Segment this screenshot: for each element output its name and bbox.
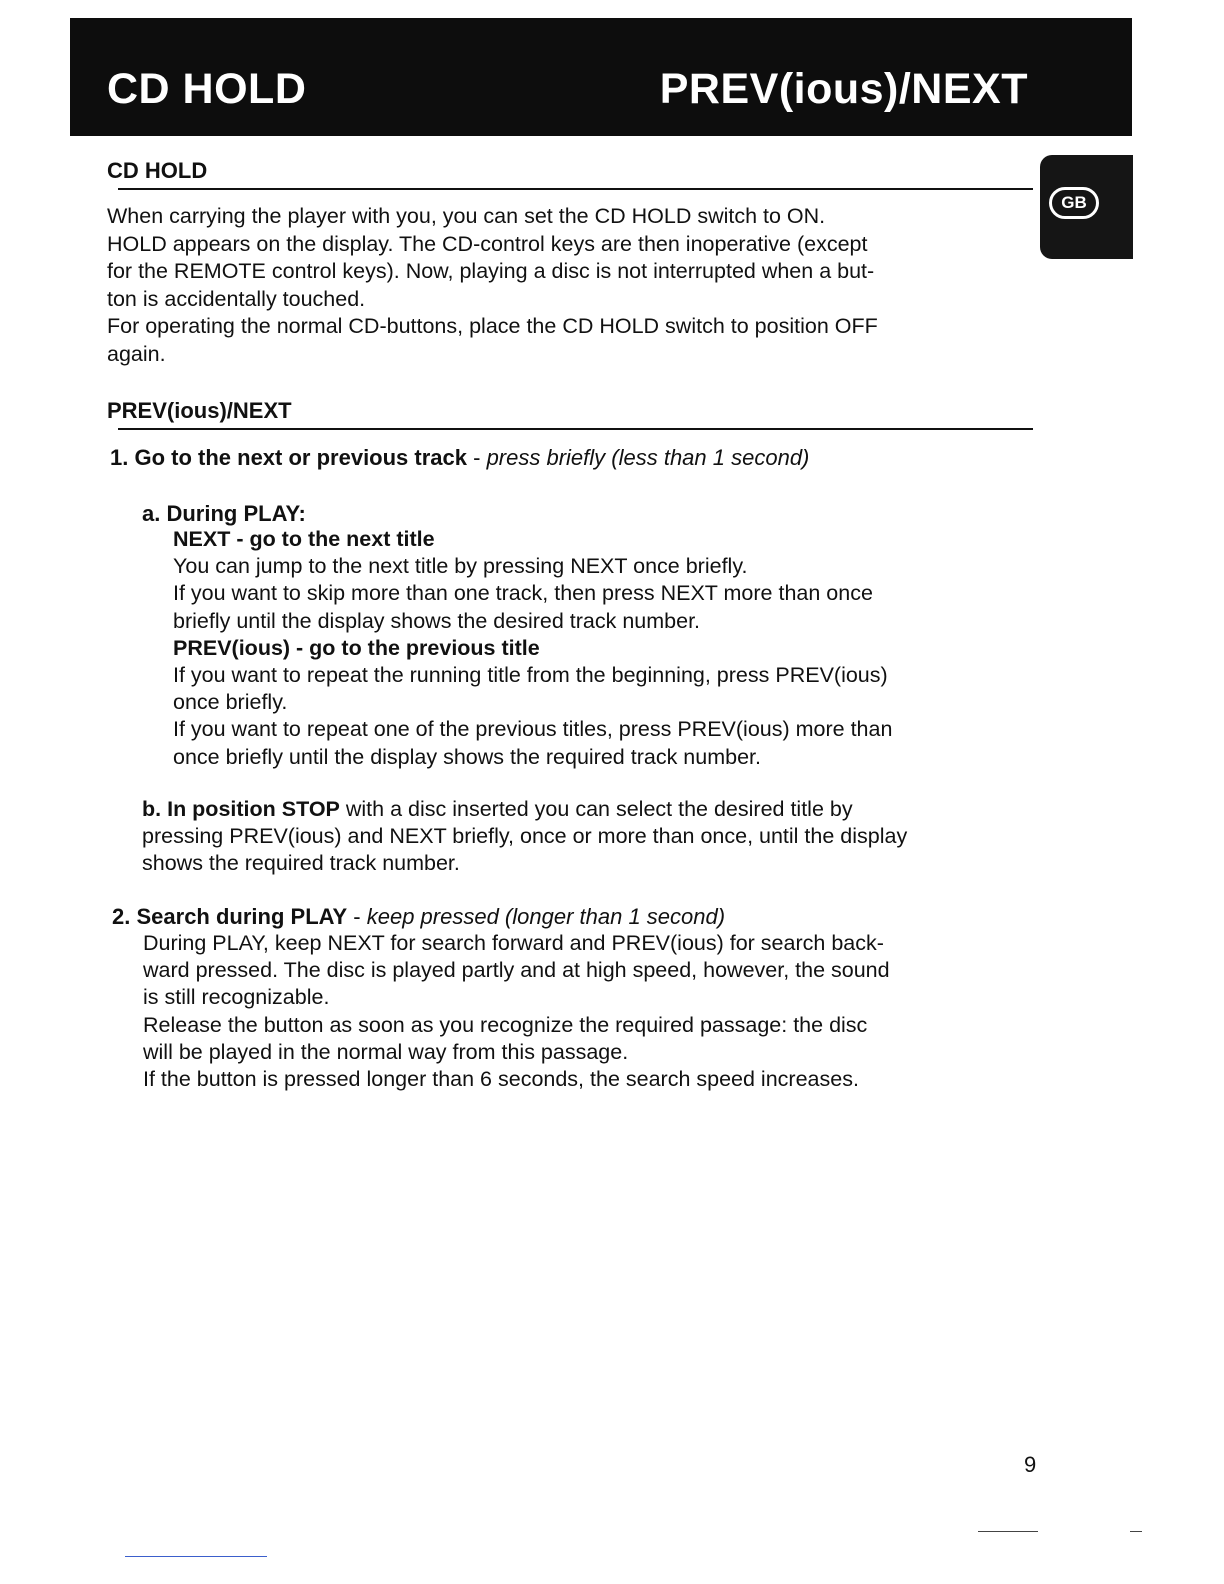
text-line: When carrying the player with you, you can set the CD HOLD switch to ON. bbox=[107, 204, 826, 228]
page-number: 9 bbox=[1024, 1452, 1037, 1477]
text-line: briefly until the display shows the desired track number. bbox=[173, 608, 701, 633]
text-line: If you want to repeat the running title from the beginning, press PREV(ious) bbox=[173, 663, 888, 688]
text-line: You can jump to the next title by pressing NEXT once briefly. bbox=[173, 554, 748, 579]
section-divider bbox=[118, 188, 1033, 190]
header-title-right: PREV(ious)/NEXT bbox=[659, 65, 1028, 113]
substep-title: In position STOP bbox=[167, 797, 340, 821]
next-subheading: NEXT - go to the next title bbox=[173, 527, 435, 551]
text-line: shows the required track number. bbox=[142, 851, 460, 876]
text-line: once briefly until the display shows the required track number. bbox=[173, 744, 761, 769]
substep-label: b. bbox=[142, 797, 162, 821]
section-divider bbox=[118, 428, 1033, 430]
separator: - bbox=[347, 904, 367, 929]
substep-title: During PLAY: bbox=[166, 501, 306, 526]
text-line: once briefly. bbox=[173, 690, 288, 715]
text-line: For operating the normal CD-buttons, place the CD HOLD switch to position OFF bbox=[107, 314, 878, 339]
page-header bbox=[70, 18, 1132, 136]
text-line: If the button is pressed longer than 6 seconds, the search speed increases. bbox=[143, 1067, 859, 1092]
text-line: is still recognizable. bbox=[143, 985, 330, 1010]
step-1a-heading bbox=[142, 500, 306, 527]
step-1-heading bbox=[110, 444, 809, 471]
step-1b-body bbox=[142, 796, 907, 878]
separator: - bbox=[467, 445, 487, 470]
text-line: ton is accidentally touched. bbox=[107, 286, 366, 311]
scan-artifact-line bbox=[125, 1556, 267, 1557]
text-line bbox=[142, 796, 907, 823]
step-title: Go to the next or previous track bbox=[134, 445, 467, 470]
step-title: Search during PLAY bbox=[136, 904, 348, 929]
step-note: press briefly (less than 1 second) bbox=[486, 445, 810, 470]
text-line: pressing PREV(ious) and NEXT briefly, once or more than once, until the display bbox=[142, 824, 908, 849]
prev-subheading: PREV(ious) - go to the previous title bbox=[173, 635, 540, 660]
text-line: for the REMOTE control keys). Now, playing a disc is not interrupted when a but- bbox=[107, 259, 875, 284]
step-2-body bbox=[143, 930, 890, 1093]
section-title-prev-next: PREV(ious)/NEXT bbox=[107, 398, 292, 423]
text-line: will be played in the normal way from this passage. bbox=[143, 1039, 629, 1064]
language-tab bbox=[1040, 155, 1133, 259]
step-note: keep pressed (longer than 1 second) bbox=[366, 904, 726, 929]
step-2-heading bbox=[112, 903, 725, 930]
text-line: If you want to repeat one of the previous titles, press PREV(ious) more than bbox=[173, 717, 893, 742]
text-line: again. bbox=[107, 341, 166, 366]
text-fragment: with a disc inserted you can select the desired title by bbox=[339, 797, 853, 821]
scan-artifact-dash bbox=[978, 1531, 1038, 1532]
section-title-cd-hold: CD HOLD bbox=[107, 158, 208, 183]
text-line: Release the button as soon as you recognize the required passage: the disc bbox=[143, 1012, 868, 1037]
text-line: HOLD appears on the display. The CD-control keys are then inoperative (except bbox=[107, 231, 868, 256]
scan-artifact-dash bbox=[1130, 1531, 1142, 1532]
cd-hold-paragraph bbox=[107, 203, 1037, 369]
header-title-left: CD HOLD bbox=[107, 65, 307, 113]
step-1a-body bbox=[173, 526, 892, 771]
text-line: During PLAY, keep NEXT for search forward and PREV(ious) for search back- bbox=[143, 931, 884, 955]
step-number: 2. bbox=[112, 904, 131, 929]
language-badge: GB bbox=[1049, 187, 1099, 219]
step-number: 1. bbox=[110, 445, 129, 470]
text-line: If you want to skip more than one track, then press NEXT more than once bbox=[173, 581, 873, 606]
text-line: ward pressed. The disc is played partly and at high speed, however, the sound bbox=[143, 958, 890, 983]
substep-label: a. bbox=[142, 501, 161, 526]
